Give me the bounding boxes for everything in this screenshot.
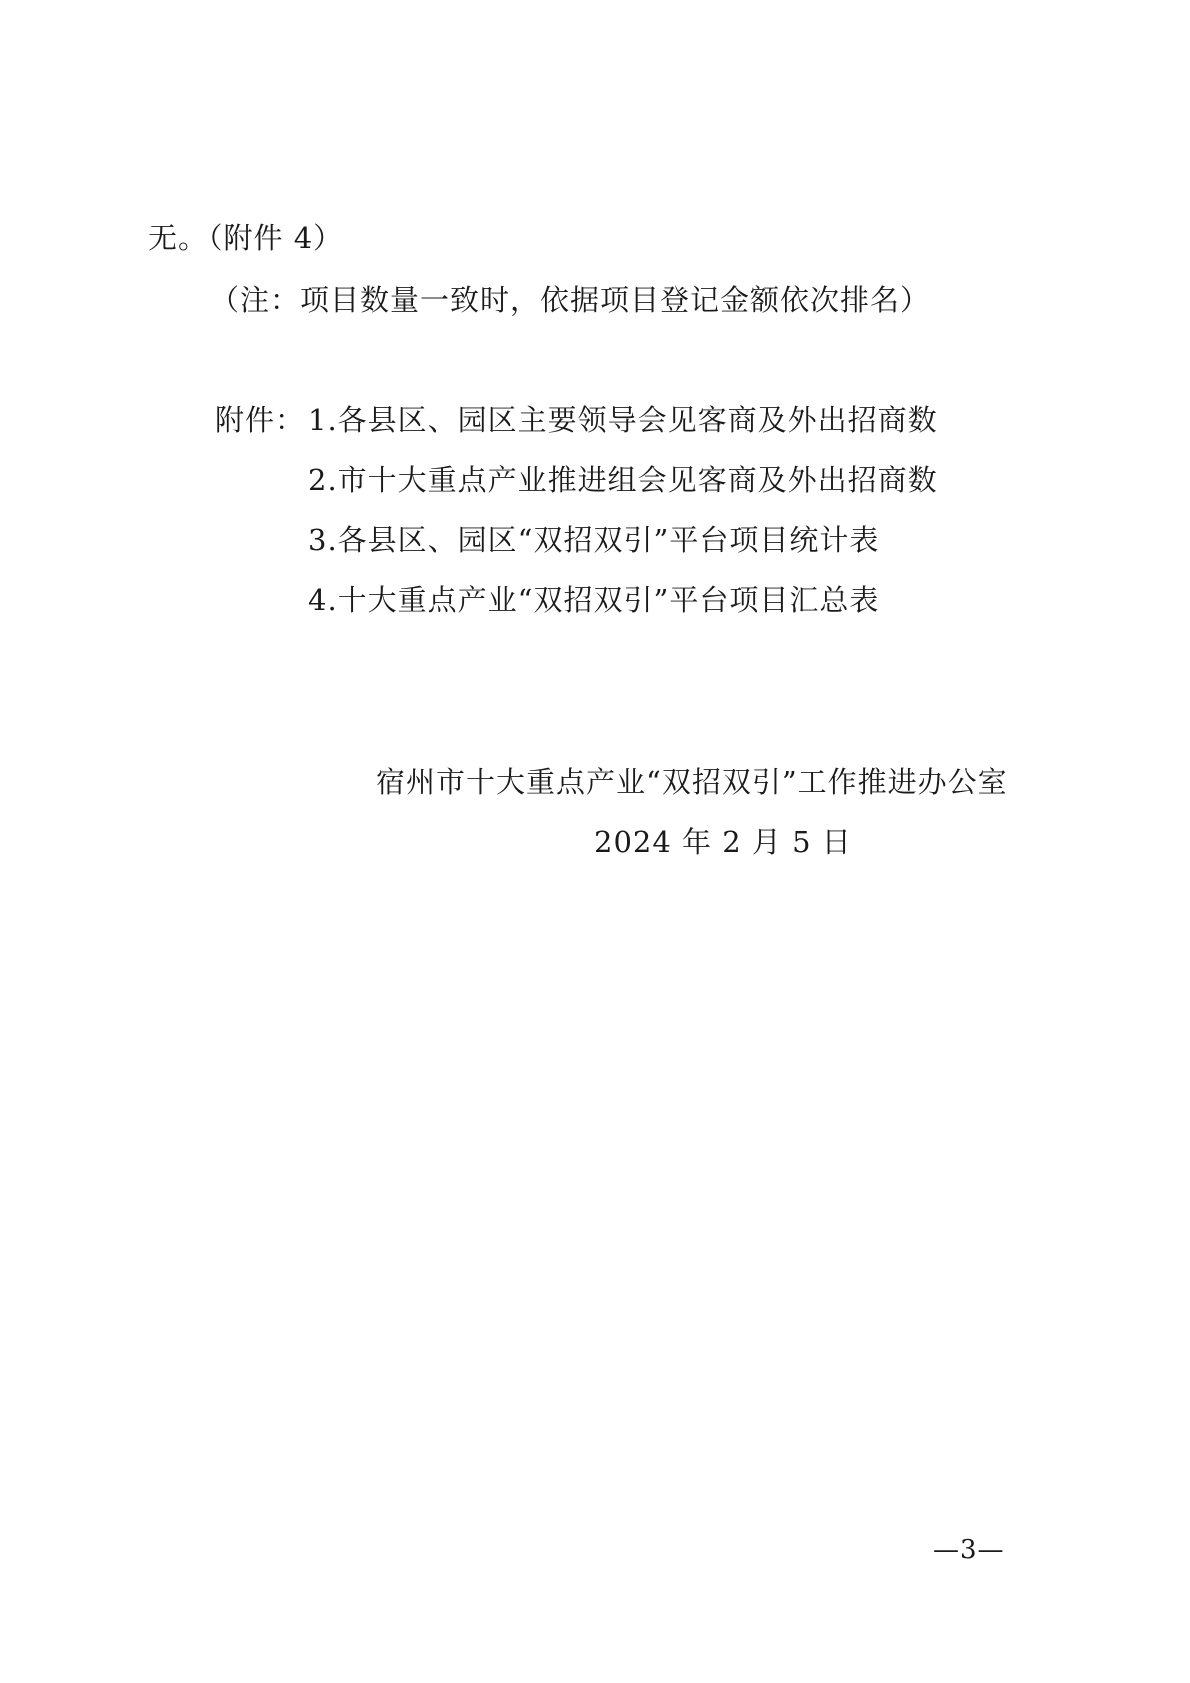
attachment-item: 2.市十大重点产业推进组会见客商及外出招商数 bbox=[308, 463, 938, 497]
attachment-item: 3.各县区、园区“双招双引”平台项目统计表 bbox=[308, 523, 880, 557]
signature-organization: 宿州市十大重点产业“双招双引”工作推进办公室 bbox=[376, 765, 1008, 799]
attachment-item: 1.各县区、园区主要领导会见客商及外出招商数 bbox=[308, 403, 938, 437]
body-text-line: 无。（附件 4） bbox=[148, 221, 344, 255]
note-text: （注：项目数量一致时，依据项目登记金额依次排名） bbox=[210, 283, 931, 317]
page-number: —3— bbox=[933, 1535, 1005, 1565]
attachments-label: 附件： bbox=[215, 403, 306, 437]
signature-date: 2024 年 2 月 5 日 bbox=[594, 825, 852, 859]
attachment-item: 4.十大重点产业“双招双引”平台项目汇总表 bbox=[308, 583, 880, 617]
